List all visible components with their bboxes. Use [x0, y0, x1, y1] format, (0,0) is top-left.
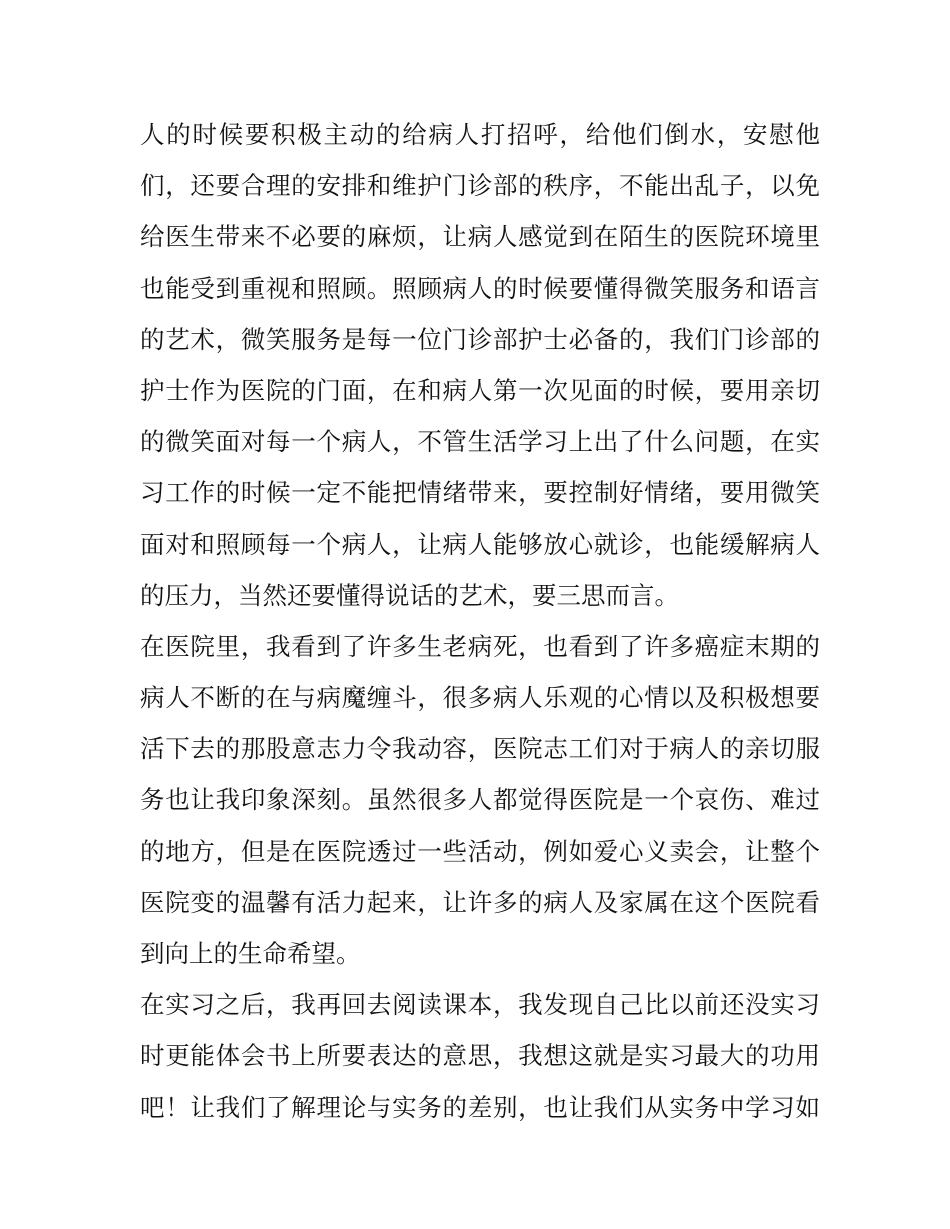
text-line: 务也让我印象深刻。虽然很多人都觉得医院是一个哀伤、难过 — [140, 785, 820, 815]
text-line: 病人不断的在与病魔缠斗，很多病人乐观的心情以及积极想要 — [140, 683, 820, 713]
text-line: 时更能体会书上所要表达的意思，我想这就是实习最大的功用 — [140, 1041, 820, 1071]
text-line: 在医院里，我看到了许多生老病死，也看到了许多癌症末期的 — [140, 631, 820, 661]
text-line: 习工作的时候一定不能把情绪带来，要控制好情绪，要用微笑 — [140, 478, 820, 508]
paragraph-end-line: 到向上的生命希望。 — [140, 939, 361, 968]
text-line: 医院变的温馨有活力起来，让许多的病人及家属在这个医院看 — [140, 887, 820, 917]
text-line: 的微笑面对每一个病人，不管生活学习上出了什么问题，在实 — [140, 427, 820, 457]
text-line: 的地方，但是在医院透过一些活动，例如爱心义卖会，让整个 — [140, 836, 820, 866]
paragraph-end-line: 的压力，当然还要懂得说话的艺术，要三思而言。 — [140, 580, 679, 610]
text-line: 们，还要合理的安排和维护门诊部的秩序，不能出乱子，以免 — [140, 171, 820, 201]
body-text — [140, 109, 820, 1133]
text-line: 给医生带来不必要的麻烦，让病人感觉到在陌生的医院环境里 — [140, 222, 820, 252]
text-line: 护士作为医院的门面，在和病人第一次见面的时候，要用亲切 — [140, 375, 820, 405]
text-line: 活下去的那股意志力令我动容，医院志工们对于病人的亲切服 — [140, 734, 820, 764]
text-line: 也能受到重视和照顾。照顾病人的时候要懂得微笑服务和语言 — [140, 273, 820, 303]
text-line: 的艺术，微笑服务是每一位门诊部护士必备的，我们门诊部的 — [140, 324, 820, 354]
text-line: 人的时候要积极主动的给病人打招呼，给他们倒水，安慰他 — [140, 120, 820, 149]
text-line: 吧！让我们了解理论与实务的差别，也让我们从实务中学习如 — [140, 1092, 820, 1122]
text-line: 面对和照顾每一个病人，让病人能够放心就诊，也能缓解病人 — [140, 529, 820, 559]
text-line: 在实习之后，我再回去阅读课本，我发现自己比以前还没实习 — [140, 990, 820, 1020]
